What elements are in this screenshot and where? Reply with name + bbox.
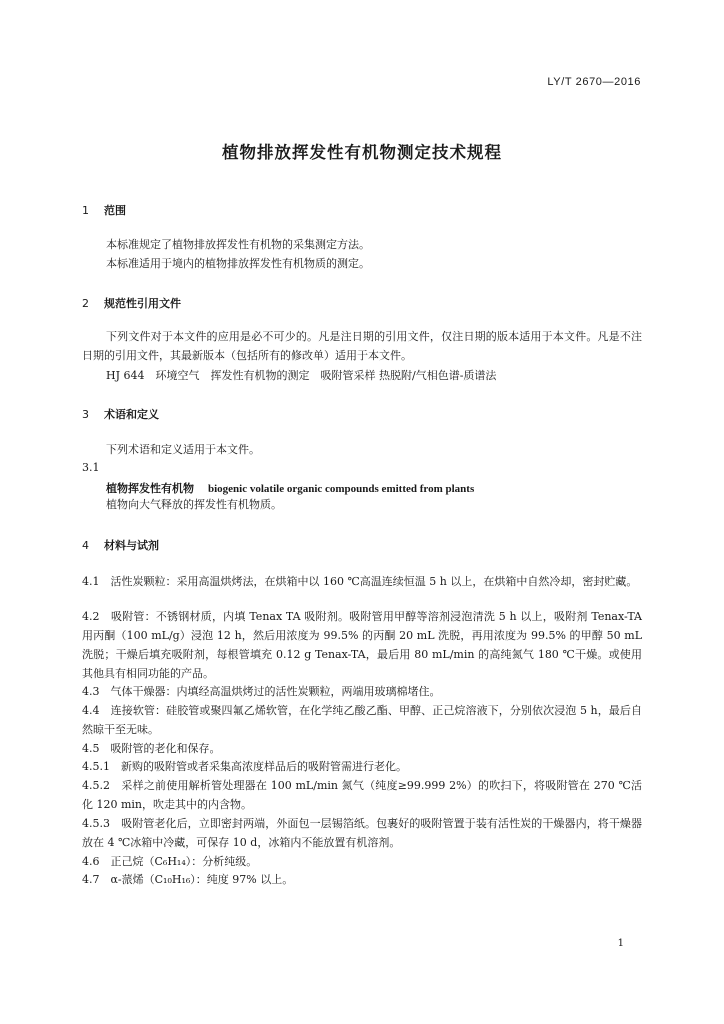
section-title: 材料与试剂 [104,539,159,552]
section-2-reference: HJ 644 环境空气 挥发性有机物的测定 吸附管采样 热脱附/气相色谱-质谱法 [106,369,497,382]
section-2-heading [82,295,181,311]
clause-4-5: 4.5 吸附管的老化和保存。 [82,742,221,755]
clause-4-2: 4.2 吸附管：不锈钢材质，内填 Tenax TA 吸附剂。吸附管用甲醇等溶剂浸泡清洗 5 h 以上，吸附剂 Tenax-TA 用丙酮（100 mL/g）浸泡 12 h，然后用浓度为 99.5% 的丙酮 20 mL 洗脱，再用浓度为 99.5% 的甲醇 50 mL 洗脱；干燥后填充吸附剂，每根管填充 0.12 g Tenax-TA，最后用 80 mL/min 的高纯氮气 180 ℃干燥。或使用其他具有相同功能的产品。 [82,610,642,680]
section-3-heading [82,406,159,422]
standard-code: LY/T 2670—2016 [547,76,641,88]
term-number: 3.1 [82,461,100,474]
section-number: 3 [82,408,89,421]
section-3-paragraph-1: 下列术语和定义适用于本文件。 [106,443,260,456]
clause-4-5-3: 4.5.3 吸附管老化后，立即密封两端，外面包一层锡箔纸。包裹好的吸附管置于装有活性炭的干燥器内，将干燥器放在 4 ℃冰箱中冷藏，可保存 10 d，冰箱内不能放置有机溶剂。 [82,817,642,849]
clause-4-3: 4.3 气体干燥器：内填经高温烘烤过的活性炭颗粒，两端用玻璃棉堵住。 [82,685,441,698]
section-title: 规范性引用文件 [104,297,181,310]
clause-4-7: 4.7 α-蒎烯（C₁₀H₁₆）：纯度 97% 以上。 [82,873,294,886]
document-title: 植物排放挥发性有机物测定技术规程 [222,143,502,162]
section-number: 4 [82,539,89,552]
clause-4-1: 4.1 活性炭颗粒：采用高温烘烤法，在烘箱中以 160 ℃高温连续恒温 5 h 以上，在烘箱中自然冷却，密封贮藏。 [82,575,638,588]
section-title: 术语和定义 [104,408,159,421]
term-definition: 植物向大气释放的挥发性有机物质。 [106,498,282,511]
section-number: 1 [82,204,89,217]
clause-4-4: 4.4 连接软管：硅胶管或聚四氟乙烯软管，在化学纯乙酸乙酯、甲醇、正己烷溶液下，分别依次浸泡 5 h，最后自然晾干至无味。 [82,704,642,736]
clause-4-5-2: 4.5.2 采样之前使用解析管处理器在 100 mL/min 氮气（纯度≥99.999 2%）的吹扫下，将吸附管在 270 ℃活化 120 min，吹走其中的内含物。 [82,779,642,811]
term-english: biogenic volatile organic compounds emitted from plants [208,483,475,495]
section-4-heading [82,537,159,553]
section-1-heading [82,202,126,218]
term-heading [106,480,474,496]
clause-4-6: 4.6 正己烷（C₆H₁₄）：分析纯级。 [82,855,258,868]
section-title: 范围 [104,204,126,217]
section-number: 2 [82,297,89,310]
section-1-paragraph-2: 本标准适用于境内的植物排放挥发性有机物质的测定。 [106,257,370,270]
section-2-paragraph-1: 下列文件对于本文件的应用是必不可少的。凡是注日期的引用文件，仅注日期的版本适用于本文件。凡是不注日期的引用文件，其最新版本（包括所有的修改单）适用于本文件。 [82,330,642,362]
section-1-paragraph-1: 本标准规定了植物排放挥发性有机物的采集测定方法。 [106,238,370,251]
page-number: 1 [617,938,624,949]
clause-4-5-1: 4.5.1 新购的吸附管或者采集高浓度样品后的吸附管需进行老化。 [82,760,407,773]
term-chinese: 植物挥发性有机物 [106,482,194,495]
